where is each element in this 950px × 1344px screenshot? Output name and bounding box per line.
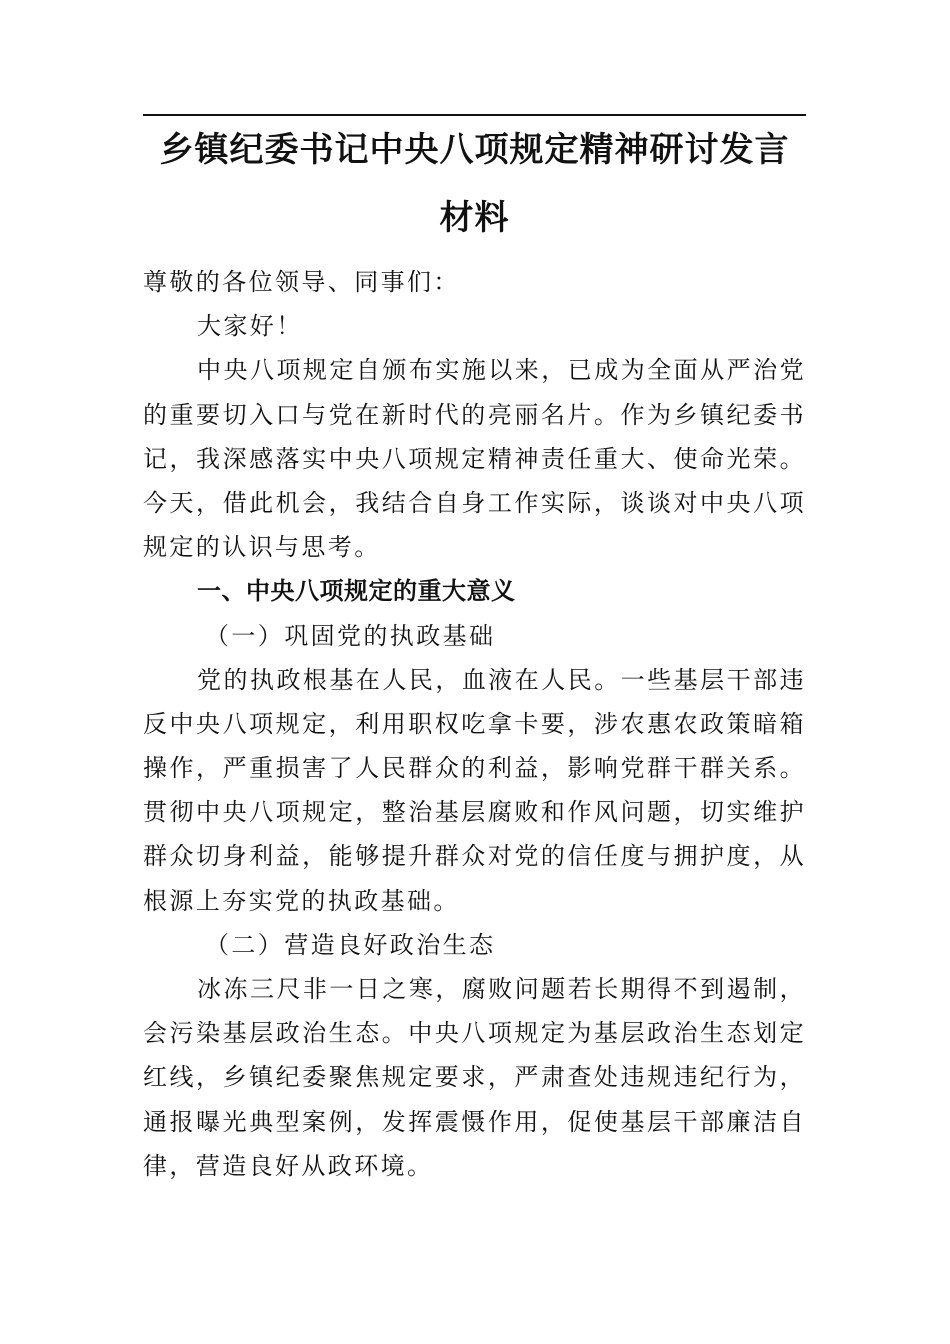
paragraph-line: 会污染基层政治生态。中央八项规定为基层政治生态划定 <box>143 1019 806 1048</box>
intro-line: 规定的认识与思考。 <box>143 533 381 562</box>
intro-line: 中央八项规定自颁布实施以来，已成为全面从严治党 <box>197 356 806 385</box>
subsection-heading: （二）营造良好政治生态 <box>205 930 496 959</box>
subsection-heading: （一）巩固党的执政基础 <box>205 621 496 650</box>
paragraph-line: 根源上夯实党的执政基础。 <box>143 886 460 915</box>
intro-line: 的重要切入口与党在新时代的亮丽名片。作为乡镇纪委书 <box>143 400 806 429</box>
section-heading: 一、中央八项规定的重大意义 <box>197 577 516 606</box>
paragraph-line: 党的执政根基在人民，血液在人民。一些基层干部违 <box>197 665 806 694</box>
greeting: 大家好！ <box>197 312 303 341</box>
paragraph-line: 律，营造良好从政环境。 <box>143 1151 434 1180</box>
paragraph-line: 红线，乡镇纪委聚焦规定要求，严肃查处违规违纪行为， <box>143 1063 806 1092</box>
salutation: 尊敬的各位领导、同事们： <box>143 268 460 296</box>
document-title-line-1: 乡镇纪委书记中央八项规定精神研讨发言 <box>159 130 790 170</box>
header-rule <box>143 114 806 116</box>
paragraph-line: 冰冻三尺非一日之寒，腐败问题若长期得不到遏制， <box>197 975 806 1003</box>
paragraph-line: 操作，严重损害了人民群众的利益，影响党群干群关系。 <box>143 754 806 783</box>
intro-line: 记，我深感落实中央八项规定精神责任重大、使命光荣。 <box>143 444 806 473</box>
paragraph-line: 通报曝光典型案例，发挥震慑作用，促使基层干部廉洁自 <box>143 1107 806 1136</box>
intro-line: 今天，借此机会，我结合自身工作实际，谈谈对中央八项 <box>143 488 806 517</box>
paragraph-line: 群众切身利益，能够提升群众对党的信任度与拥护度，从 <box>143 842 806 871</box>
paragraph-line: 反中央八项规定，利用职权吃拿卡要，涉农惠农政策暗箱 <box>143 709 806 738</box>
document-title-line-2: 材料 <box>439 198 510 238</box>
document-body <box>143 260 806 1188</box>
paragraph-line: 贯彻中央八项规定，整治基层腐败和作风问题，切实维护 <box>143 798 806 827</box>
